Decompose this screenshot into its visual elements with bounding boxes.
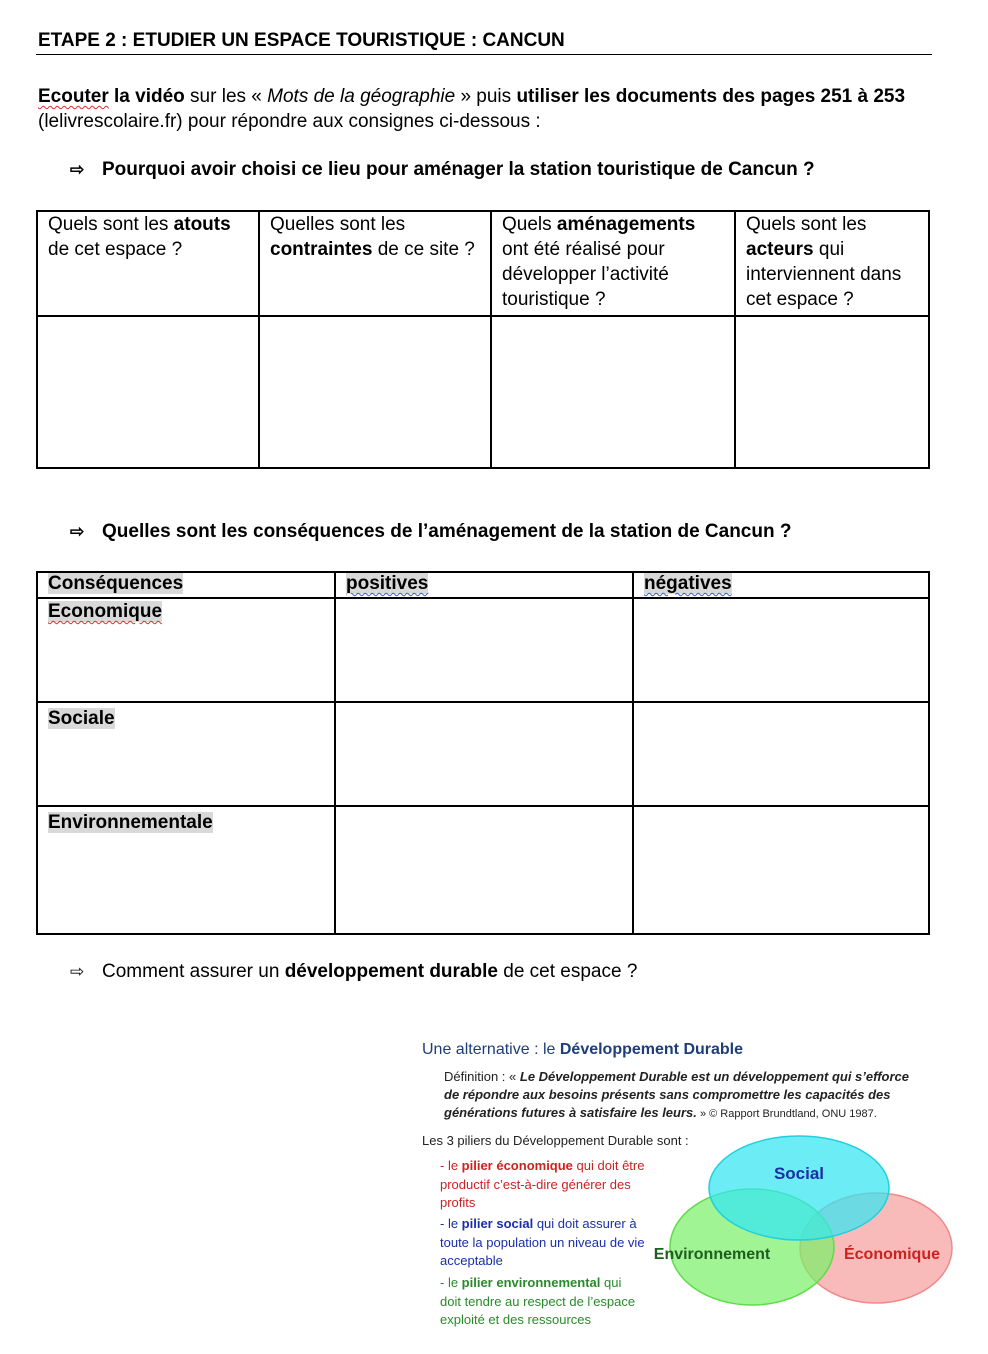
- cell-environnementale-positives[interactable]: [335, 806, 633, 934]
- arrow-icon: ⇨: [70, 962, 85, 981]
- header-negatives: négatives: [633, 572, 929, 598]
- intro-video: la vidéo: [108, 86, 185, 107]
- intro-instructions: [38, 84, 938, 134]
- intro-documents: utiliser les documents des pages 251 à 253: [516, 86, 906, 107]
- answer-cell-acteurs[interactable]: [735, 316, 929, 468]
- table-row: [37, 316, 929, 468]
- row-label-environnementale: Environnementale: [37, 806, 335, 934]
- table-header-row: [37, 572, 929, 598]
- table-site-analysis: [36, 210, 930, 469]
- page-title: ETAPE 2 : ETUDIER UN ESPACE TOURISTIQUE : CANCUN: [38, 30, 565, 51]
- dd-heading: Une alternative : le Développement Durable: [422, 1041, 744, 1058]
- venn-label-economique: Économique: [843, 1246, 941, 1263]
- dd-definition: Définition : « Le Développement Durable est un développement qui s’efforce de répondre aux besoins présents sans compromettre les capacités des générations futures à satisfaire les leurs. » © Rapport Brundtland, ONU 1987.: [444, 1069, 910, 1120]
- answer-cell-contraintes[interactable]: [259, 316, 491, 468]
- venn-label-social: Social: [773, 1164, 825, 1183]
- intro-word-ecouter: Ecouter: [38, 86, 109, 107]
- pilier-environnemental: - le pilier environnemental qui doit tendre au respect de l’espace exploité et des ressources: [440, 1275, 636, 1327]
- row-label-economique: Economique: [37, 598, 335, 702]
- intro-mots: Mots de la géographie: [267, 86, 456, 107]
- cell-environnementale-negatives[interactable]: [633, 806, 929, 934]
- question-1: [70, 159, 815, 181]
- header-amenagements: Quels aménagements ont été réalisé pour développer l’activité touristique ?: [491, 211, 735, 316]
- question-1-text: Pourquoi avoir choisi ce lieu pour aménager la station touristique de Cancun ?: [102, 159, 815, 180]
- table-row: [37, 806, 929, 934]
- question-2-text: Quelles sont les conséquences de l’aménagement de la station de Cancun ?: [102, 521, 792, 542]
- cell-economique-positives[interactable]: [335, 598, 633, 702]
- table-row: [37, 702, 929, 806]
- header-contraintes: Quelles sont les contraintes de ce site ?: [259, 211, 491, 316]
- venn-circle-social: [709, 1136, 889, 1240]
- answer-cell-amenagements[interactable]: [491, 316, 735, 468]
- cell-economique-negatives[interactable]: [633, 598, 929, 702]
- title-divider: [36, 54, 932, 55]
- arrow-icon: ⇨: [70, 522, 85, 541]
- cell-sociale-positives[interactable]: [335, 702, 633, 806]
- intro-text-2: » puis: [455, 86, 517, 107]
- pilier-social: - le pilier social qui doit assurer à toute la population un niveau de vie acceptable: [440, 1216, 645, 1268]
- header-consequences: Conséquences: [37, 572, 335, 598]
- intro-line-2: (lelivrescolaire.fr) pour répondre aux consignes ci-dessous :: [38, 111, 541, 132]
- pilier-economique: - le pilier économique qui doit être productif c’est-à-dire générer des profits: [440, 1158, 645, 1210]
- row-label-sociale: Sociale: [37, 702, 335, 806]
- arrow-icon: ⇨: [70, 160, 85, 179]
- header-acteurs: Quels sont les acteurs qui interviennent dans cet espace ?: [735, 211, 929, 316]
- question-3: [70, 961, 637, 983]
- question-2: [70, 521, 791, 543]
- cell-sociale-negatives[interactable]: [633, 702, 929, 806]
- table-header-row: [37, 211, 929, 316]
- answer-cell-atouts[interactable]: [37, 316, 259, 468]
- venn-label-environnement: Environnement: [653, 1246, 771, 1263]
- intro-text-1: sur les «: [184, 86, 268, 107]
- question-3-text: Comment assurer un développement durable de cet espace ?: [102, 961, 638, 982]
- dd-piliers-heading: Les 3 piliers du Développement Durable sont :: [422, 1133, 689, 1148]
- header-atouts: Quels sont les atouts de cet espace ?: [37, 211, 259, 316]
- venn-diagram: [640, 1130, 960, 1320]
- table-consequences: [36, 571, 930, 935]
- header-positives: positives: [335, 572, 633, 598]
- table-row: [37, 598, 929, 702]
